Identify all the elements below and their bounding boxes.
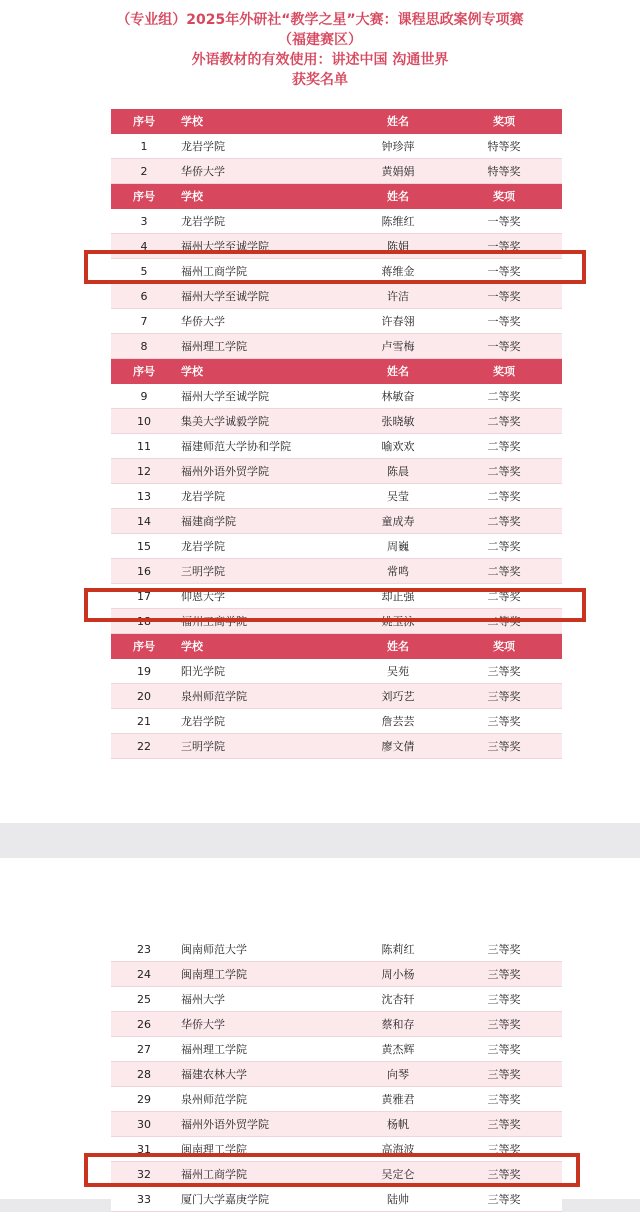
header-award: 奖项 <box>446 184 562 209</box>
cell-award: 三等奖 <box>446 1187 562 1212</box>
cell-school: 泉州师范学院 <box>177 684 350 709</box>
cell-number: 17 <box>111 584 177 609</box>
cell-number: 23 <box>111 937 177 962</box>
cell-number: 5 <box>111 259 177 284</box>
cell-name: 陆帅 <box>350 1187 446 1212</box>
table-row <box>111 987 562 1012</box>
table-header-row <box>111 359 562 384</box>
cell-award: 三等奖 <box>446 709 562 734</box>
title-line-2: （福建赛区） <box>278 32 362 48</box>
award-table <box>111 109 562 759</box>
cell-award: 三等奖 <box>446 659 562 684</box>
title-block <box>0 10 640 90</box>
cell-name: 周巍 <box>350 534 446 559</box>
table-row <box>111 409 562 434</box>
table-row <box>111 209 562 234</box>
table-row <box>111 1062 562 1087</box>
table-row <box>111 234 562 259</box>
cell-number: 25 <box>111 987 177 1012</box>
cell-school: 福州大学 <box>177 987 350 1012</box>
table-row <box>111 734 562 759</box>
cell-award: 三等奖 <box>446 1062 562 1087</box>
cell-name: 林敏奋 <box>350 384 446 409</box>
award-table-continued <box>111 937 562 1212</box>
cell-award: 二等奖 <box>446 509 562 534</box>
cell-name: 许春翎 <box>350 309 446 334</box>
cell-school: 福州理工学院 <box>177 334 350 359</box>
cell-award: 二等奖 <box>446 409 562 434</box>
cell-school: 三明学院 <box>177 559 350 584</box>
cell-award: 三等奖 <box>446 987 562 1012</box>
cell-school: 闽南理工学院 <box>177 1137 350 1162</box>
title-line-1: （专业组）2025年外研社“教学之星”大赛：课程思政案例专项赛 <box>116 12 524 28</box>
cell-number: 8 <box>111 334 177 359</box>
cell-award: 特等奖 <box>446 134 562 159</box>
title-line-3: 外语教材的有效使用：讲述中国 沟通世界 <box>191 52 449 68</box>
table-header-row <box>111 109 562 134</box>
cell-school: 龙岩学院 <box>177 134 350 159</box>
cell-school: 福建师范大学协和学院 <box>177 434 350 459</box>
cell-number: 10 <box>111 409 177 434</box>
table-row <box>111 609 562 634</box>
header-name: 姓名 <box>350 184 446 209</box>
cell-name: 蔡和存 <box>350 1012 446 1037</box>
cell-school: 福州工商学院 <box>177 1162 350 1187</box>
cell-number: 18 <box>111 609 177 634</box>
table-row <box>111 159 562 184</box>
table-row <box>111 684 562 709</box>
cell-school: 龙岩学院 <box>177 209 350 234</box>
table-row <box>111 334 562 359</box>
header-school: 学校 <box>177 634 350 659</box>
header-award: 奖项 <box>446 109 562 134</box>
cell-award: 特等奖 <box>446 159 562 184</box>
cell-number: 6 <box>111 284 177 309</box>
cell-number: 1 <box>111 134 177 159</box>
cell-school: 仰恩大学 <box>177 584 350 609</box>
table-row <box>111 1187 562 1212</box>
table-row <box>111 962 562 987</box>
table-row <box>111 259 562 284</box>
title-line-4: 获奖名单 <box>292 72 348 88</box>
cell-number: 12 <box>111 459 177 484</box>
table-row <box>111 559 562 584</box>
table-row <box>111 659 562 684</box>
cell-award: 三等奖 <box>446 937 562 962</box>
cell-number: 22 <box>111 734 177 759</box>
table-row <box>111 1012 562 1037</box>
table-row <box>111 584 562 609</box>
cell-number: 33 <box>111 1187 177 1212</box>
cell-school: 泉州师范学院 <box>177 1087 350 1112</box>
cell-number: 9 <box>111 384 177 409</box>
cell-name: 沈杏轩 <box>350 987 446 1012</box>
cell-award: 二等奖 <box>446 584 562 609</box>
table-row <box>111 384 562 409</box>
cell-school: 集美大学诚毅学院 <box>177 409 350 434</box>
cell-award: 三等奖 <box>446 734 562 759</box>
cell-school: 福建农林大学 <box>177 1062 350 1087</box>
cell-award: 三等奖 <box>446 1087 562 1112</box>
table-row <box>111 1162 562 1187</box>
cell-school: 福州理工学院 <box>177 1037 350 1062</box>
cell-name: 童成寿 <box>350 509 446 534</box>
table-row <box>111 1137 562 1162</box>
cell-name: 姚玉泳 <box>350 609 446 634</box>
cell-name: 廖文倩 <box>350 734 446 759</box>
cell-school: 福州外语外贸学院 <box>177 459 350 484</box>
cell-name: 詹芸芸 <box>350 709 446 734</box>
cell-award: 三等奖 <box>446 1012 562 1037</box>
cell-award: 一等奖 <box>446 259 562 284</box>
cell-number: 29 <box>111 1087 177 1112</box>
cell-award: 二等奖 <box>446 534 562 559</box>
cell-number: 24 <box>111 962 177 987</box>
cell-school: 福州工商学院 <box>177 259 350 284</box>
cell-award: 二等奖 <box>446 609 562 634</box>
cell-name: 张晓敏 <box>350 409 446 434</box>
table-row <box>111 309 562 334</box>
cell-number: 19 <box>111 659 177 684</box>
table-row <box>111 459 562 484</box>
cell-name: 黄杰辉 <box>350 1037 446 1062</box>
cell-award: 二等奖 <box>446 459 562 484</box>
table-row <box>111 1037 562 1062</box>
cell-school: 厦门大学嘉庚学院 <box>177 1187 350 1212</box>
cell-name: 陈莉红 <box>350 937 446 962</box>
cell-school: 闽南理工学院 <box>177 962 350 987</box>
cell-name: 周小杨 <box>350 962 446 987</box>
cell-name: 陈晨 <box>350 459 446 484</box>
table-row <box>111 1087 562 1112</box>
cell-school: 华侨大学 <box>177 309 350 334</box>
cell-award: 二等奖 <box>446 484 562 509</box>
cell-name: 向琴 <box>350 1062 446 1087</box>
cell-school: 福州工商学院 <box>177 609 350 634</box>
cell-award: 一等奖 <box>446 284 562 309</box>
cell-number: 11 <box>111 434 177 459</box>
cell-school: 阳光学院 <box>177 659 350 684</box>
cell-name: 许洁 <box>350 284 446 309</box>
cell-award: 三等奖 <box>446 1112 562 1137</box>
cell-name: 高海波 <box>350 1137 446 1162</box>
table-row <box>111 134 562 159</box>
cell-name: 杨帆 <box>350 1112 446 1137</box>
cell-name: 蒋维金 <box>350 259 446 284</box>
cell-number: 26 <box>111 1012 177 1037</box>
cell-number: 27 <box>111 1037 177 1062</box>
table-row <box>111 534 562 559</box>
header-name: 姓名 <box>350 634 446 659</box>
cell-school: 华侨大学 <box>177 159 350 184</box>
header-award: 奖项 <box>446 634 562 659</box>
cell-name: 吴莹 <box>350 484 446 509</box>
cell-number: 4 <box>111 234 177 259</box>
header-number: 序号 <box>111 359 177 384</box>
cell-name: 常鸣 <box>350 559 446 584</box>
cell-name: 吴定仑 <box>350 1162 446 1187</box>
cell-name: 却正强 <box>350 584 446 609</box>
header-name: 姓名 <box>350 109 446 134</box>
cell-award: 一等奖 <box>446 209 562 234</box>
cell-name: 陈娟 <box>350 234 446 259</box>
header-number: 序号 <box>111 109 177 134</box>
cell-school: 华侨大学 <box>177 1012 350 1037</box>
table-row <box>111 937 562 962</box>
table-header-row <box>111 184 562 209</box>
cell-award: 三等奖 <box>446 962 562 987</box>
header-number: 序号 <box>111 184 177 209</box>
cell-name: 喻欢欢 <box>350 434 446 459</box>
cell-award: 二等奖 <box>446 434 562 459</box>
cell-award: 一等奖 <box>446 234 562 259</box>
cell-number: 7 <box>111 309 177 334</box>
cell-number: 20 <box>111 684 177 709</box>
cell-number: 15 <box>111 534 177 559</box>
header-school: 学校 <box>177 109 350 134</box>
cell-number: 28 <box>111 1062 177 1087</box>
cell-school: 福州大学至诚学院 <box>177 284 350 309</box>
cell-award: 一等奖 <box>446 309 562 334</box>
cell-name: 吴苑 <box>350 659 446 684</box>
cell-school: 福州大学至诚学院 <box>177 384 350 409</box>
cell-number: 3 <box>111 209 177 234</box>
table-row <box>111 434 562 459</box>
cell-number: 31 <box>111 1137 177 1162</box>
header-school: 学校 <box>177 184 350 209</box>
cell-name: 钟珍萍 <box>350 134 446 159</box>
header-number: 序号 <box>111 634 177 659</box>
cell-number: 14 <box>111 509 177 534</box>
cell-award: 一等奖 <box>446 334 562 359</box>
table-header-row <box>111 634 562 659</box>
cell-school: 福州外语外贸学院 <box>177 1112 350 1137</box>
cell-school: 福建商学院 <box>177 509 350 534</box>
header-award: 奖项 <box>446 359 562 384</box>
cell-number: 13 <box>111 484 177 509</box>
cell-name: 陈维红 <box>350 209 446 234</box>
cell-award: 二等奖 <box>446 559 562 584</box>
cell-school: 福州大学至诚学院 <box>177 234 350 259</box>
cell-award: 三等奖 <box>446 1137 562 1162</box>
cell-number: 30 <box>111 1112 177 1137</box>
cell-award: 三等奖 <box>446 684 562 709</box>
cell-name: 刘巧艺 <box>350 684 446 709</box>
cell-name: 黄娟娟 <box>350 159 446 184</box>
cell-school: 龙岩学院 <box>177 534 350 559</box>
cell-name: 卢雪梅 <box>350 334 446 359</box>
cell-school: 龙岩学院 <box>177 709 350 734</box>
page-two <box>0 858 640 1206</box>
cell-school: 闽南师范大学 <box>177 937 350 962</box>
cell-number: 16 <box>111 559 177 584</box>
cell-number: 32 <box>111 1162 177 1187</box>
table-row <box>111 709 562 734</box>
table-row <box>111 1112 562 1137</box>
cell-school: 龙岩学院 <box>177 484 350 509</box>
cell-number: 21 <box>111 709 177 734</box>
cell-award: 二等奖 <box>446 384 562 409</box>
header-name: 姓名 <box>350 359 446 384</box>
table-row <box>111 484 562 509</box>
cell-award: 三等奖 <box>446 1162 562 1187</box>
table-row <box>111 509 562 534</box>
cell-number: 2 <box>111 159 177 184</box>
cell-name: 黄雅君 <box>350 1087 446 1112</box>
header-school: 学校 <box>177 359 350 384</box>
cell-award: 三等奖 <box>446 1037 562 1062</box>
table-row <box>111 284 562 309</box>
cell-school: 三明学院 <box>177 734 350 759</box>
